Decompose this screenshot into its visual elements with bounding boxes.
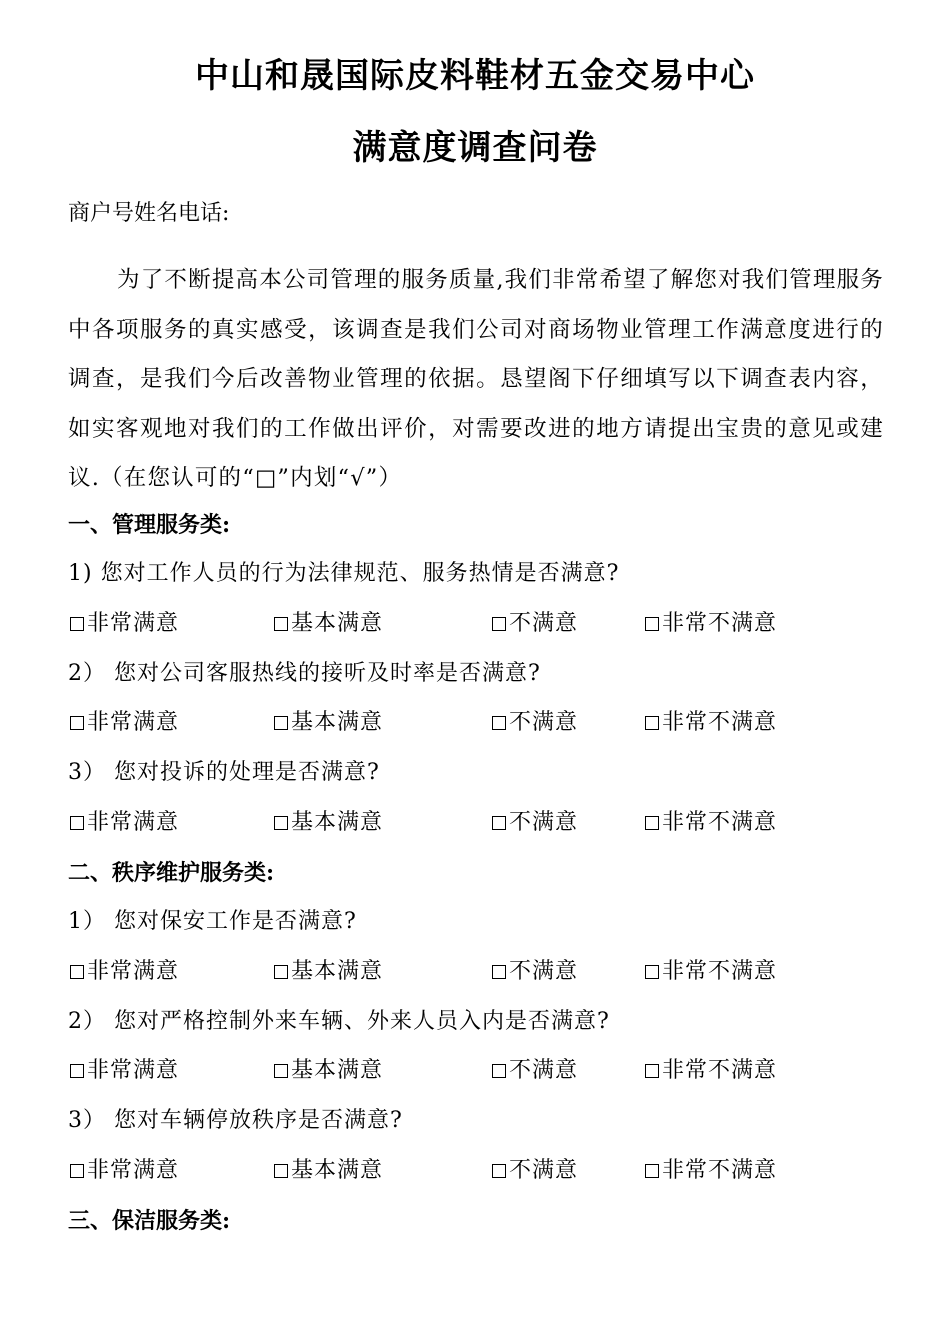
question-label: 3） 您对车辆停放秩序是否满意? [68, 1108, 403, 1133]
checkbox-icon[interactable] [274, 716, 288, 730]
question-label: 1） 您对保安工作是否满意? [68, 909, 357, 934]
option-very-unsatisfied[interactable]: 非常不满意 [645, 708, 777, 738]
section-heading-management: 一、管理服务类: [68, 512, 231, 538]
checkbox-icon[interactable] [645, 617, 659, 631]
checkbox-icon[interactable] [645, 1164, 659, 1178]
checkbox-icon[interactable] [70, 816, 84, 830]
document-subtitle: 满意度调查问卷 [352, 128, 598, 168]
checkbox-icon[interactable] [274, 816, 288, 830]
checkbox-icon[interactable] [70, 617, 84, 631]
checkbox-icon[interactable] [492, 617, 506, 631]
option-unsatisfied[interactable]: 不满意 [492, 1156, 578, 1186]
checkbox-icon[interactable] [492, 1164, 506, 1178]
option-very-unsatisfied[interactable]: 非常不满意 [645, 1056, 777, 1086]
question-label: 3） 您对投诉的处理是否满意? [68, 760, 380, 785]
option-very-satisfied[interactable]: 非常满意 [70, 609, 179, 639]
section-heading-cleaning: 三、保洁服务类: [68, 1208, 231, 1234]
question-label: 2） 您对严格控制外来车辆、外来人员入内是否满意? [68, 1009, 610, 1034]
question-label: 1) 您对工作人员的行为法律规范、服务热情是否满意? [68, 561, 620, 586]
merchant-info-line: 商户号姓名电话: [68, 201, 230, 226]
option-very-unsatisfied[interactable]: 非常不满意 [645, 808, 777, 838]
option-very-satisfied[interactable]: 非常满意 [70, 708, 179, 738]
option-very-satisfied[interactable]: 非常满意 [70, 808, 179, 838]
option-very-satisfied[interactable]: 非常满意 [70, 1156, 179, 1186]
checkbox-icon[interactable] [645, 965, 659, 979]
checkbox-icon[interactable] [70, 716, 84, 730]
option-very-satisfied[interactable]: 非常满意 [70, 957, 179, 987]
section-heading-order: 二、秩序维护服务类: [68, 860, 275, 886]
option-unsatisfied[interactable]: 不满意 [492, 957, 578, 987]
checkbox-icon[interactable] [70, 965, 84, 979]
option-very-unsatisfied[interactable]: 非常不满意 [645, 1156, 777, 1186]
intro-paragraph: 为了不断提高本公司管理的服务质量,我们非常希望了解您对我们管理服务中各项服务的真实感受，该调查是我们公司对商场物业管理工作满意度进行的调查，是我们今后改善物业管理的依据。恳望阁下仔细填写以下调查表内容，如实客观地对我们的工作做出评价，对需要改进的地方请提出宝贵的意见或建议.（在您认可的“□”内划“√”） [68, 267, 884, 491]
option-basically-satisfied[interactable]: 基本满意 [274, 609, 383, 639]
checkbox-icon[interactable] [492, 965, 506, 979]
option-basically-satisfied[interactable]: 基本满意 [274, 957, 383, 987]
option-unsatisfied[interactable]: 不满意 [492, 609, 578, 639]
option-basically-satisfied[interactable]: 基本满意 [274, 708, 383, 738]
option-unsatisfied[interactable]: 不满意 [492, 808, 578, 838]
option-very-unsatisfied[interactable]: 非常不满意 [645, 609, 777, 639]
checkbox-icon[interactable] [70, 1164, 84, 1178]
checkbox-icon[interactable] [645, 1064, 659, 1078]
checkbox-icon[interactable] [645, 816, 659, 830]
option-unsatisfied[interactable]: 不满意 [492, 1056, 578, 1086]
option-very-unsatisfied[interactable]: 非常不满意 [645, 957, 777, 987]
checkbox-icon[interactable] [492, 816, 506, 830]
checkbox-icon[interactable] [492, 1064, 506, 1078]
document-title: 中山和晟国际皮料鞋材五金交易中心 [195, 56, 755, 96]
option-unsatisfied[interactable]: 不满意 [492, 708, 578, 738]
checkbox-icon[interactable] [274, 965, 288, 979]
question-label: 2） 您对公司客服热线的接听及时率是否满意? [68, 661, 541, 686]
option-basically-satisfied[interactable]: 基本满意 [274, 1156, 383, 1186]
option-basically-satisfied[interactable]: 基本满意 [274, 1056, 383, 1086]
checkbox-icon[interactable] [492, 716, 506, 730]
checkbox-icon[interactable] [70, 1064, 84, 1078]
option-basically-satisfied[interactable]: 基本满意 [274, 808, 383, 838]
checkbox-icon[interactable] [274, 617, 288, 631]
checkbox-icon[interactable] [274, 1164, 288, 1178]
checkbox-icon[interactable] [274, 1064, 288, 1078]
option-very-satisfied[interactable]: 非常满意 [70, 1056, 179, 1086]
checkbox-icon[interactable] [645, 716, 659, 730]
